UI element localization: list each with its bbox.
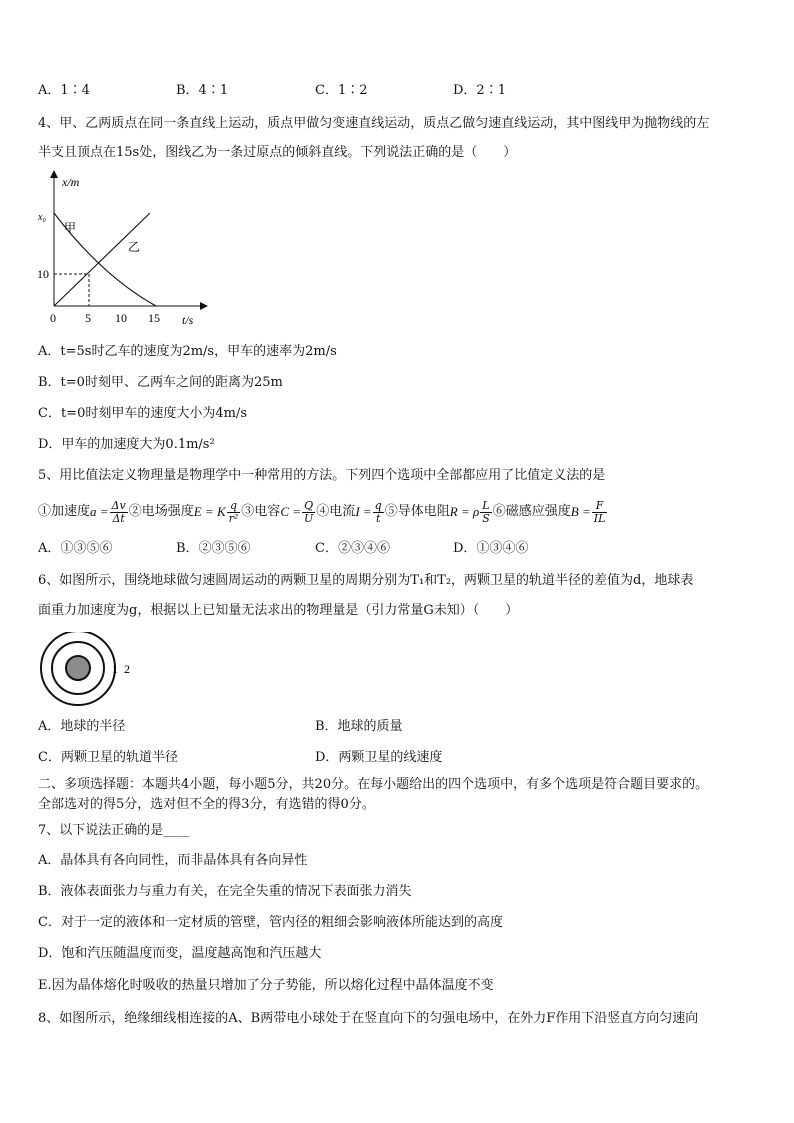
- q5-item6-lhs: B =: [570, 504, 591, 519]
- line-yi-label: 乙: [128, 240, 141, 254]
- q5-option-b: B．②③⑤⑥: [176, 541, 251, 556]
- q6-option-c: C．两颗卫星的轨道半径: [38, 750, 178, 765]
- orbit2-label: 2: [124, 662, 130, 676]
- q6-option-b: B．地球的质量: [315, 719, 403, 734]
- q5-item3-label: ③电容: [241, 504, 281, 519]
- q5-option-d: D．①③④⑥: [453, 541, 529, 556]
- q3-option-b: B．4∶1: [176, 83, 229, 98]
- q6-option-a: A．地球的半径: [38, 719, 126, 734]
- x-tick-15: 15: [148, 311, 160, 325]
- q5-item3-lhs: C =: [280, 504, 302, 519]
- y-axis-label: x/m: [62, 175, 80, 189]
- q6-stem-line1: 6、如图所示，围绕地球做匀速圆周运动的两颗卫星的周期分别为T₁和T₂，两颗卫星的轨道半径的差值为d，地球表: [38, 573, 694, 588]
- q5-option-c: C．②③④⑥: [315, 541, 390, 556]
- q7-option-e: E.因为晶体熔化时吸收的热量只增加了分子势能，所以熔化过程中晶体温度不变: [38, 978, 494, 993]
- q7-option-d: D．饱和汽压随温度而变，温度越高饱和汽压越大: [38, 946, 322, 961]
- curve-jia-label: 甲: [64, 221, 77, 235]
- q5-item2-label: ②电场强度: [128, 504, 194, 519]
- q5-item1-fraction: $\frac{\Delta v}{\Delta t}$: [111, 498, 126, 525]
- q5-item4-fraction: $\frac{q}{t}$: [374, 498, 382, 525]
- q5-formula-row: [38, 494, 608, 530]
- q5-item2-lhs: E = K: [193, 504, 226, 519]
- q5-item4-lhs: I =: [355, 504, 372, 519]
- q4-stem-line2: 半支且顶点在15s处，图线乙为一条过原点的倾斜直线。下列说法正确的是（ ）: [38, 145, 517, 160]
- y-tick-10: 10: [37, 267, 49, 281]
- q4-xt-graph: [30, 168, 210, 330]
- x-tick-10: 10: [115, 311, 127, 325]
- earth: [66, 656, 90, 680]
- q5-item1-lhs: a =: [90, 504, 109, 519]
- q8-stem-line1: 8、如图所示，绝缘细线相连接的A、B两带电小球处于在竖直向下的匀强电场中，在外力F作用下沿竖直方向匀速向: [38, 1011, 699, 1026]
- q6-option-d: D．两颗卫星的线速度: [315, 750, 443, 765]
- q5-item6-fraction: $\frac{F}{IL}$: [593, 498, 606, 525]
- q7-option-c: C．对于一定的液体和一定材质的管壁，管内径的粗细会影响液体所能达到的高度: [38, 915, 503, 930]
- q5-item2-fraction: $\frac{q}{\text{r²}}$: [228, 498, 239, 525]
- q5-item3-fraction: $\frac{Q}{U}$: [304, 498, 314, 525]
- x-tick-0: 0: [50, 311, 56, 325]
- q7-stem: 7、以下说法正确的是____: [38, 823, 190, 838]
- q3-option-a: A．1∶4: [38, 83, 90, 98]
- x-axis-label: t/s: [182, 313, 194, 327]
- q7-option-b: B．液体表面张力与重力有关，在完全失重的情况下表面张力消失: [38, 884, 412, 899]
- q3-option-d: D．2∶1: [453, 83, 506, 98]
- section2-line1: 二、多项选择题：本题共4小题，每小题5分，共20分。在每小题给出的四个选项中，有多个选项是符合题目要求的。: [38, 777, 709, 792]
- x-tick-5: 5: [85, 311, 91, 325]
- q5-stem: 5、用比值法定义物理量是物理学中一种常用的方法。下列四个选项中全部都应用了比值定义法的是: [38, 468, 606, 483]
- x0-label: x₀: [38, 212, 46, 223]
- q4-stem-line1: 4、甲、乙两质点在同一条直线上运动，质点甲做匀变速直线运动，质点乙做匀速直线运动，其中图线甲为抛物线的左: [38, 116, 710, 131]
- q4-option-d: D．甲车的加速度大为0.1m/s²: [38, 437, 215, 452]
- q4-option-b: B．t=0时刻甲、乙两车之间的距离为25m: [38, 375, 283, 390]
- q5-item6-label: ⑥磁感应强度: [492, 504, 571, 519]
- q5-item5-label: ⑤导体电阻: [384, 504, 450, 519]
- q4-option-c: C．t=0时刻甲车的速度大小为4m/s: [38, 406, 247, 421]
- q6-orbit-diagram: [36, 632, 146, 708]
- q6-stem-line2: 面重力加速度为g，根据以上已知量无法求出的物理量是（引力常量G未知）（ ）: [38, 603, 519, 618]
- q7-option-a: A．晶体具有各向同性，而非晶体具有各向异性: [38, 853, 308, 868]
- q5-option-a: A．①③⑤⑥: [38, 541, 113, 556]
- q5-item1-label: ①加速度: [38, 504, 91, 519]
- q5-item5-lhs: R = ρ: [449, 504, 480, 519]
- q4-option-a: A．t=5s时乙车的速度为2m/s，甲车的速率为2m/s: [38, 344, 337, 359]
- q3-option-c: C．1∶2: [315, 83, 368, 98]
- q5-item5-fraction: $\frac{L}{S}$: [482, 498, 490, 525]
- orbit1-label: 1: [112, 662, 118, 676]
- section2-line2: 全部选对的得5分，选对但不全的得3分，有选错的得0分。: [38, 797, 375, 812]
- q5-item4-label: ④电流: [316, 504, 356, 519]
